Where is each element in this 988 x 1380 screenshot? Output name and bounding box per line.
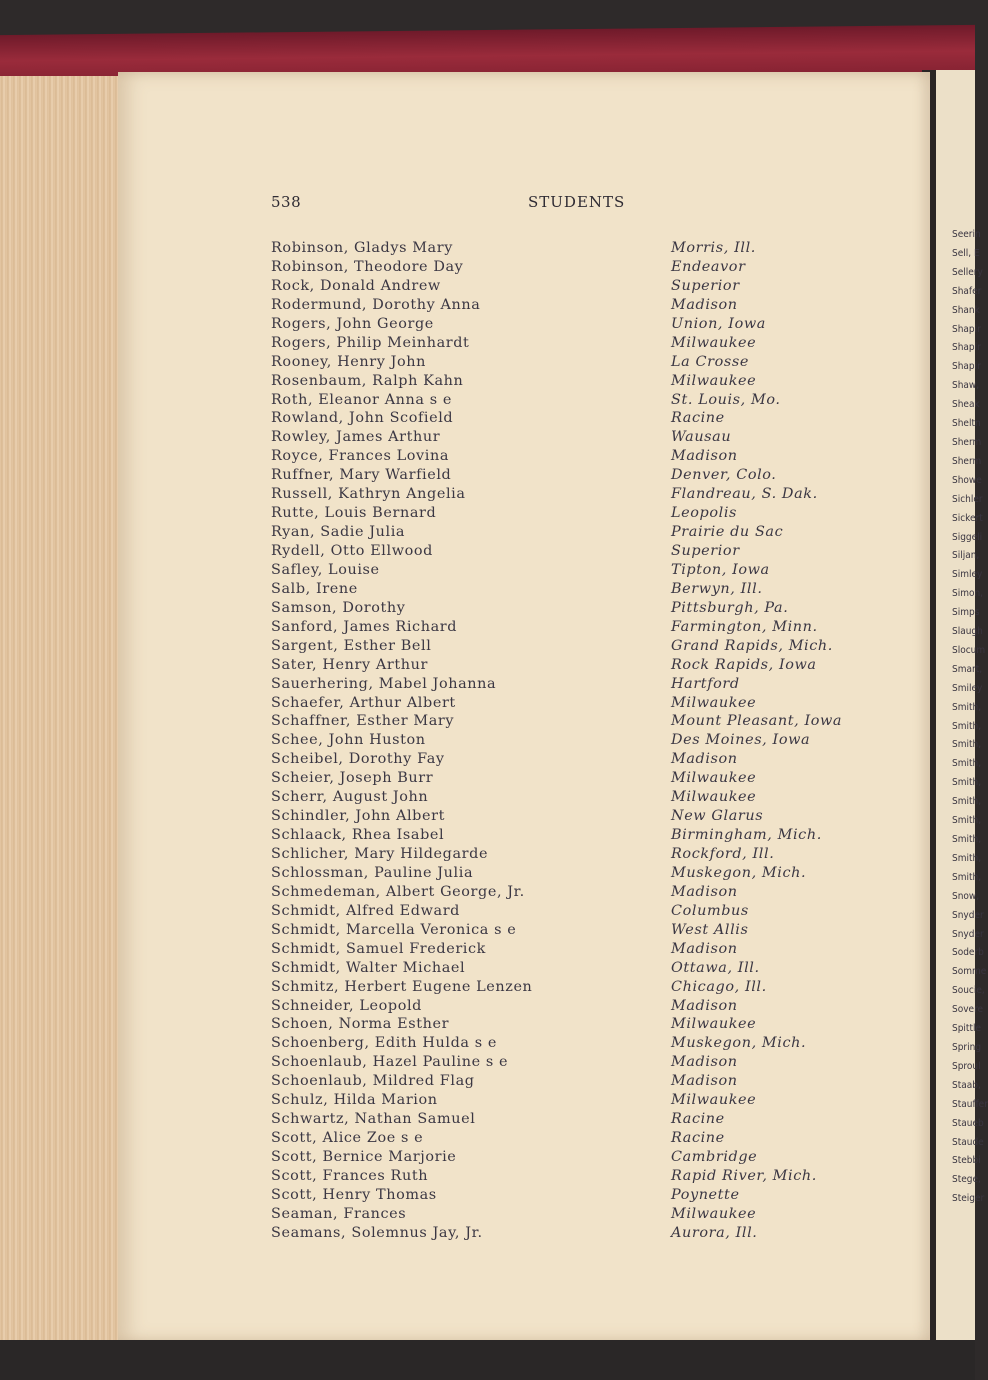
facing-page-name-fragment: Smith, <box>952 834 982 845</box>
student-hometown: Endeavor <box>671 258 746 275</box>
facing-page-name-fragment: Snow, <box>952 890 980 902</box>
student-name: Schaefer, Arthur Albert <box>271 694 456 711</box>
student-entry <box>271 751 891 770</box>
student-entry <box>271 1092 891 1111</box>
student-hometown: Ottawa, Ill. <box>671 959 760 976</box>
student-hometown: Mount Pleasant, Iowa <box>671 713 843 730</box>
student-name: Ruffner, Mary Warfield <box>271 467 452 484</box>
student-name: Scheier, Joseph Burr <box>271 770 434 787</box>
student-hometown: Milwaukee <box>671 1092 757 1109</box>
student-entry <box>271 770 891 789</box>
student-entry <box>271 1130 891 1149</box>
student-entry <box>271 543 891 562</box>
student-hometown: Madison <box>671 940 738 957</box>
facing-page-name-fragment: Smith, <box>952 871 982 883</box>
student-hometown: Aurora, Ill. <box>671 1224 758 1241</box>
student-entry <box>271 865 891 884</box>
student-hometown: Morris, Ill. <box>671 240 756 256</box>
student-hometown: Milwaukee <box>671 1016 757 1033</box>
student-name: Scheibel, Dorothy Fay <box>271 751 445 768</box>
student-entry <box>271 316 891 335</box>
student-name: Robinson, Theodore Day <box>271 258 464 275</box>
facing-page-name-fragment: Stebbi <box>952 1155 981 1167</box>
student-name: Roth, Eleanor Anna s e <box>271 391 453 408</box>
facing-page-name-fragment: Slaugh <box>952 626 983 638</box>
facing-page-name-fragment: Smith, <box>952 796 982 808</box>
facing-page-name-fragment: Somme <box>952 966 987 978</box>
facing-page-name-fragment: Shank <box>952 304 980 316</box>
facing-page-name-fragment: Soucie, <box>952 985 985 997</box>
student-hometown: Tipton, Iowa <box>671 561 770 578</box>
student-entry <box>271 297 891 316</box>
student-hometown: Milwaukee <box>671 770 757 787</box>
facing-page-name-fragment: Smart, <box>952 663 983 675</box>
facing-page-fragment <box>936 70 988 1355</box>
student-name: Schoenberg, Edith Hulda s e <box>271 1035 498 1052</box>
facing-page-name-fragment: Smith, <box>952 852 982 864</box>
student-entry <box>271 335 891 354</box>
student-entry <box>271 259 891 278</box>
student-entry <box>271 638 891 657</box>
student-name: Schneider, Leopold <box>271 997 422 1014</box>
student-entry <box>271 278 891 297</box>
student-name: Rock, Donald Andrew <box>271 277 441 294</box>
student-name: Schlossman, Pauline Julia <box>271 864 474 881</box>
student-name: Rosenbaum, Ralph Kahn <box>271 372 464 389</box>
student-entry <box>271 979 891 998</box>
student-hometown: Union, Iowa <box>671 315 766 332</box>
student-entry <box>271 657 891 676</box>
student-name: Sargent, Esther Bell <box>271 637 432 654</box>
facing-page-name-fragment: Shaw, <box>952 380 980 392</box>
student-name: Robinson, Gladys Mary <box>271 240 453 256</box>
student-hometown: Berwyn, Ill. <box>671 580 763 597</box>
student-entry <box>271 600 891 619</box>
student-hometown: Madison <box>671 883 738 900</box>
student-name: Schmidt, Marcella Veronica s e <box>271 921 517 938</box>
student-hometown: Milwaukee <box>671 789 757 806</box>
student-entry <box>271 789 891 808</box>
student-name: Seamans, Solemnus Jay, Jr. <box>271 1224 483 1241</box>
facing-page-name-fragment: Snyder <box>952 909 984 921</box>
student-entry <box>271 1016 891 1035</box>
facing-page-name-fragment: Shapir <box>952 361 981 373</box>
facing-page-name-fragment: Sproul <box>952 1060 981 1072</box>
student-name: Royce, Frances Lovina <box>271 448 450 465</box>
student-hometown: Flandreau, S. Dak. <box>671 486 818 503</box>
student-entry <box>271 676 891 695</box>
student-hometown: Grand Rapids, Mich. <box>671 637 833 654</box>
facing-page-name-fragment: Seerin <box>952 229 981 240</box>
facing-page-name-fragment: Stauffer <box>952 1098 988 1110</box>
student-entry <box>271 695 891 714</box>
student-hometown: West Allis <box>671 921 749 938</box>
student-name: Schoenlaub, Mildred Flag <box>271 1073 475 1090</box>
student-entry <box>271 1187 891 1206</box>
student-entry <box>271 1168 891 1187</box>
facing-page-name-fragment: Smith, <box>952 758 982 770</box>
facing-page-name-fragment: Shafer <box>952 285 982 297</box>
student-name: Schmedeman, Albert George, Jr. <box>271 883 525 900</box>
page-number: 538 <box>271 193 302 211</box>
student-hometown: Racine <box>671 410 725 427</box>
student-hometown: Leopolis <box>671 505 738 522</box>
facing-page-name-fragment: Staab, <box>952 1079 981 1091</box>
facing-page-name-fragment: Siljan, <box>952 550 980 562</box>
student-entry <box>271 448 891 467</box>
facing-page-name-fragment: Sheak <box>952 399 980 411</box>
running-head: STUDENTS <box>528 193 626 211</box>
student-name: Schulz, Hilda Marion <box>271 1092 438 1109</box>
student-hometown: Muskegon, Mich. <box>671 864 807 881</box>
student-name: Schoenlaub, Hazel Pauline s e <box>271 1054 509 1071</box>
student-name: Schmitz, Herbert Eugene Lenzen <box>271 978 533 995</box>
student-entry <box>271 922 891 941</box>
student-name: Schindler, John Albert <box>271 808 445 825</box>
student-hometown: Milwaukee <box>671 334 757 351</box>
student-hometown: Milwaukee <box>671 694 757 711</box>
facing-page-name-fragment: Simley <box>952 569 983 581</box>
student-entry <box>271 1035 891 1054</box>
student-hometown: Madison <box>671 448 738 465</box>
student-name: Rowland, John Scofield <box>271 410 454 427</box>
student-name: Rogers, John George <box>271 315 434 332</box>
facing-page-name-fragment: Smiley <box>952 682 983 694</box>
student-hometown: Rockford, Ill. <box>671 846 775 862</box>
student-hometown: Madison <box>671 751 738 768</box>
student-name: Rooney, Henry John <box>271 353 427 370</box>
student-hometown: Madison <box>671 296 738 313</box>
facing-page-name-fragment: Shapir <box>952 342 981 354</box>
student-hometown: Wausau <box>671 429 732 446</box>
student-directory <box>271 240 891 1244</box>
student-entry <box>271 373 891 392</box>
facing-page-name-fragment: Spittle <box>952 1023 982 1035</box>
student-entry <box>271 1206 891 1225</box>
facing-page-name-fragment: Simps <box>952 607 980 619</box>
facing-page-name-fragment: Sichler <box>952 493 983 505</box>
facing-page-name-fragment: Smith, <box>952 777 982 789</box>
student-name: Schlicher, Mary Hildegarde <box>271 846 489 862</box>
student-hometown: Pittsburgh, Pa. <box>671 599 789 616</box>
facing-page-name-fragment: Sovere <box>952 1004 984 1016</box>
student-entry <box>271 732 891 751</box>
student-entry <box>271 1149 891 1168</box>
student-hometown: Denver, Colo. <box>671 467 777 484</box>
student-name: Scott, Frances Ruth <box>271 1167 429 1184</box>
student-name: Safley, Louise <box>271 561 380 578</box>
student-entry <box>271 410 891 429</box>
facing-page-name-fragment: Spring <box>952 1041 982 1053</box>
student-hometown: Chicago, Ill. <box>671 978 767 995</box>
student-hometown: Milwaukee <box>671 1205 757 1222</box>
student-hometown: Hartford <box>671 675 740 692</box>
student-name: Salb, Irene <box>271 580 358 597</box>
student-entry <box>271 354 891 373</box>
student-hometown: Madison <box>671 997 738 1014</box>
student-name: Scott, Alice Zoe s e <box>271 1130 424 1147</box>
student-name: Samson, Dorothy <box>271 599 406 616</box>
student-entry <box>271 998 891 1017</box>
facing-page-name-fragment: Sell, E <box>952 247 980 259</box>
student-hometown: Madison <box>671 1073 738 1090</box>
student-name: Rogers, Philip Meinhardt <box>271 334 470 351</box>
student-name: Schmidt, Walter Michael <box>271 959 466 976</box>
student-hometown: Superior <box>671 543 740 559</box>
student-hometown: Superior <box>671 277 740 294</box>
student-name: Schwartz, Nathan Samuel <box>271 1111 476 1128</box>
facing-page-name-fragment: Sheltn <box>952 418 981 430</box>
student-entry <box>271 240 891 259</box>
student-entry <box>271 960 891 979</box>
facing-page-name-fragment: Smith, <box>952 739 982 751</box>
student-name: Sauerhering, Mabel Johanna <box>271 675 497 692</box>
student-hometown: Prairie du Sac <box>671 524 784 541</box>
student-hometown: Milwaukee <box>671 372 757 389</box>
student-hometown: St. Louis, Mo. <box>671 391 781 408</box>
student-hometown: Birmingham, Mich. <box>671 827 822 844</box>
facing-page-name-fragment: Staude <box>952 1136 984 1148</box>
facing-page-name-fragment: Staueb <box>952 1117 984 1129</box>
student-entry <box>271 941 891 960</box>
facing-page-list <box>936 70 988 1209</box>
student-name: Sanford, James Richard <box>271 618 458 635</box>
facing-page-name-fragment: Siggeli <box>952 531 983 543</box>
student-entry <box>271 524 891 543</box>
student-entry <box>271 581 891 600</box>
facing-page-name-fragment: Sellery <box>952 266 983 278</box>
student-entry <box>271 505 891 524</box>
student-name: Russell, Kathryn Angelia <box>271 486 466 503</box>
student-hometown: Columbus <box>671 902 749 919</box>
facing-page-name-fragment: Stege, <box>952 1174 981 1186</box>
facing-page-name-fragment: Steiger <box>952 1193 985 1205</box>
student-name: Ryan, Sadie Julia <box>271 524 406 541</box>
student-name: Sater, Henry Arthur <box>271 656 428 673</box>
student-entry <box>271 1073 891 1092</box>
student-hometown: Muskegon, Mich. <box>671 1035 807 1052</box>
student-hometown: Racine <box>671 1111 725 1128</box>
student-hometown: La Crosse <box>671 353 749 370</box>
student-entry <box>271 429 891 448</box>
student-entry <box>271 467 891 486</box>
student-entry <box>271 884 891 903</box>
facing-page-name-fragment: Smith, <box>952 815 982 827</box>
student-hometown: Poynette <box>671 1186 740 1203</box>
facing-page-name-fragment: Showe <box>952 474 982 486</box>
student-name: Schmidt, Alfred Edward <box>271 902 460 919</box>
student-name: Rutte, Louis Bernard <box>271 505 437 522</box>
facing-page-name-fragment: Sickert <box>952 512 983 524</box>
student-name: Schoen, Norma Esther <box>271 1016 450 1033</box>
student-name: Schmidt, Samuel Frederick <box>271 940 486 957</box>
student-entry <box>271 903 891 922</box>
student-name: Scherr, August John <box>271 789 429 806</box>
facing-page-name-fragment: Slocum <box>952 644 986 656</box>
student-hometown: Madison <box>671 1054 738 1071</box>
student-entry <box>271 808 891 827</box>
student-entry <box>271 713 891 732</box>
student-name: Schaffner, Esther Mary <box>271 713 455 730</box>
student-name: Schee, John Huston <box>271 732 426 749</box>
student-entry <box>271 392 891 411</box>
student-entry <box>271 1111 891 1130</box>
student-name: Rowley, James Arthur <box>271 429 441 446</box>
student-hometown: Racine <box>671 1130 725 1147</box>
student-name: Scott, Henry Thomas <box>271 1186 437 1203</box>
student-hometown: Cambridge <box>671 1149 758 1165</box>
student-hometown: New Glarus <box>671 808 764 825</box>
facing-page-name-fragment: Shapir <box>952 323 981 335</box>
scan-background <box>0 1340 975 1380</box>
facing-page-name-fragment: Sherm <box>952 436 982 448</box>
facing-page-name-fragment: Soderb <box>952 947 984 959</box>
student-entry <box>271 827 891 846</box>
student-name: Schlaack, Rhea Isabel <box>271 827 445 844</box>
student-entry <box>271 1225 891 1244</box>
facing-page-name-fragment: Smith, <box>952 720 982 732</box>
facing-page-name-fragment: Smith, <box>952 701 982 713</box>
student-name: Scott, Bernice Marjorie <box>271 1149 457 1165</box>
student-entry <box>271 619 891 638</box>
student-entry <box>271 562 891 581</box>
facing-page-name-fragment: Sherm <box>952 455 982 467</box>
student-hometown: Farmington, Minn. <box>671 618 818 635</box>
student-name: Rydell, Otto Ellwood <box>271 543 433 559</box>
student-hometown: Rapid River, Mich. <box>671 1167 817 1184</box>
student-entry <box>271 1054 891 1073</box>
student-name: Rodermund, Dorothy Anna <box>271 296 481 313</box>
student-entry <box>271 486 891 505</box>
student-entry <box>271 846 891 865</box>
facing-page-name-fragment: Simon, <box>952 588 984 600</box>
facing-page-name-fragment: Snyder <box>952 928 984 940</box>
student-name: Seaman, Frances <box>271 1205 407 1222</box>
student-hometown: Des Moines, Iowa <box>671 732 811 749</box>
student-hometown: Rock Rapids, Iowa <box>671 656 817 673</box>
